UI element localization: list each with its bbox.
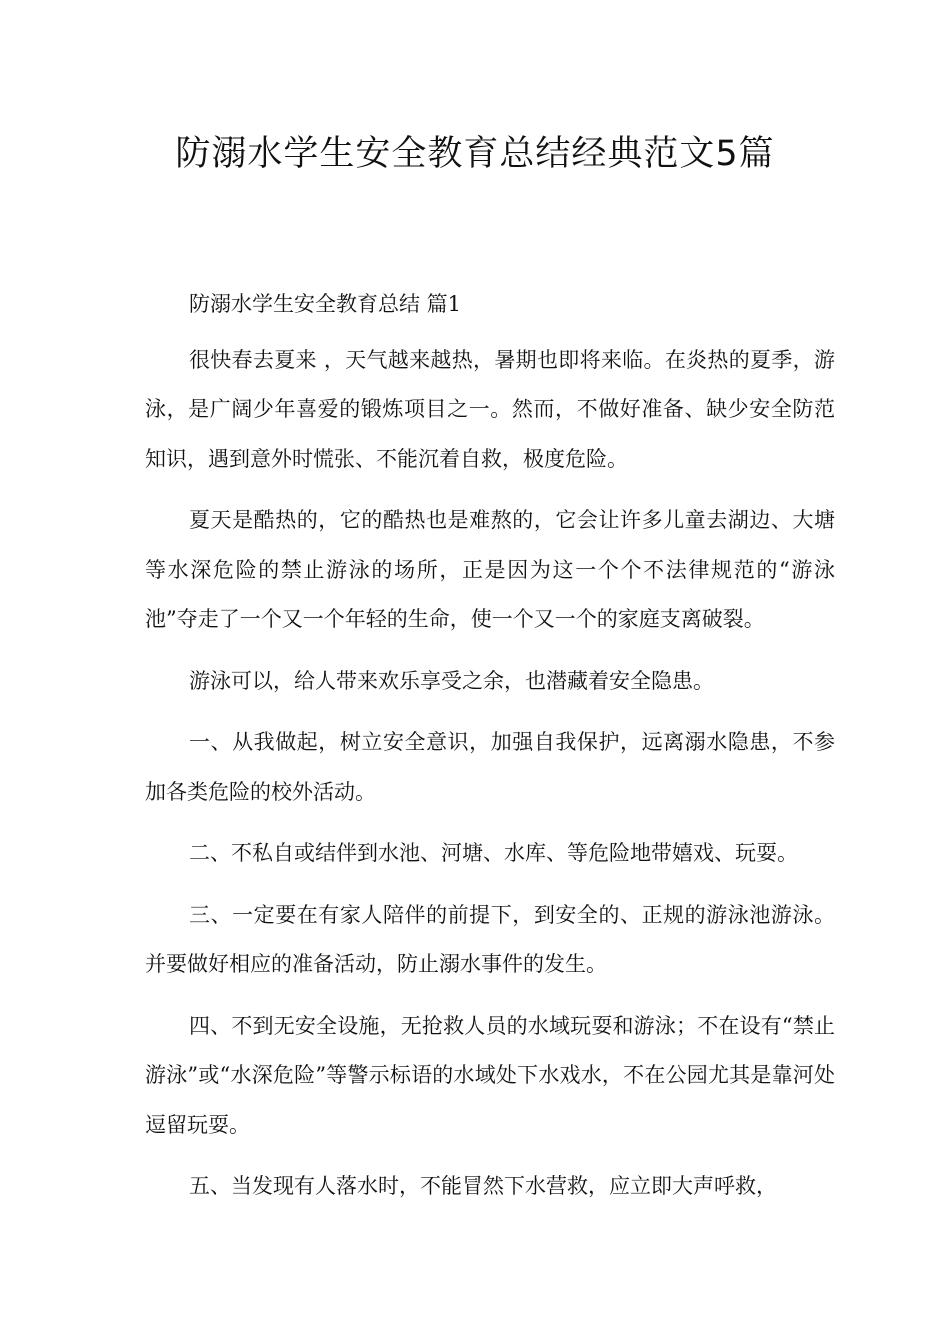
- paragraph: 二、不私自或结伴到水池、河塘、水库、等危险地带嬉戏、玩耍。: [189, 841, 798, 865]
- document-title: 防溺水学生安全教育总结经典范文5篇: [175, 134, 775, 174]
- paragraph: 三、一定要在有家人陪伴的前提下，到安全的、正规的游泳池游泳。并要做好相应的准备活动，防止溺水事件的发生。: [145, 902, 835, 976]
- paragraph: 很快春去夏来 ，天气越来越热，暑期也即将来临。在炎热的夏季，游泳，是广阔少年喜爱的锻炼项目之一。然而，不做好准备、缺少安全防范知识，遇到意外时慌张、不能沉着自救，极度危险。: [145, 347, 835, 471]
- paragraph: 一、从我做起，树立安全意识，加强自我保护，远离溺水隐患，不参加各类危险的校外活动。: [145, 730, 835, 804]
- document-body: [145, 280, 835, 1224]
- paragraph: 游泳可以，给人带来欢乐享受之余，也潜藏着安全隐患。: [189, 668, 714, 693]
- section-heading: 防溺水学生安全教育总结 篇1: [189, 292, 462, 316]
- paragraph: 五、当发现有人落水时，不能冒然下水营救，应立即大声呼救，: [189, 1174, 777, 1198]
- paragraph: 夏天是酷热的，它的酷热也是难熬的，它会让许多儿童去湖边、大塘等水深危险的禁止游泳的场所，正是因为这一个个不法律规范的“游泳池”夺走了一个又一个年轻的生命，使一个又一个的家庭支离破裂。: [145, 508, 835, 631]
- paragraph: 四、不到无安全设施，无抢救人员的水域玩耍和游泳；不在设有“禁止游泳”或“水深危险”等警示标语的水域处下水戏水，不在公园尤其是靠河处逗留玩耍。: [145, 1013, 835, 1137]
